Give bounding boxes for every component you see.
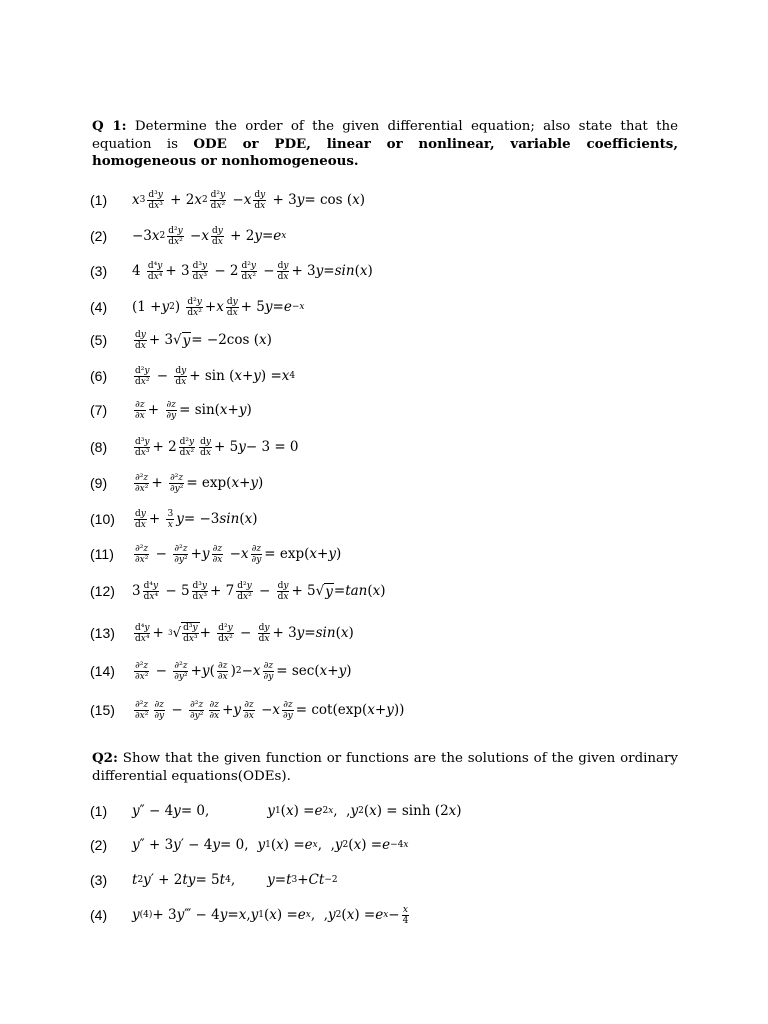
item-number: (4): [90, 907, 108, 923]
item-number: (6): [90, 368, 108, 384]
q1-item-10: [90, 505, 690, 533]
equation: t 2 y ′ + 2 ty = 5 t 4 , y = t 3 + Ct −2: [132, 872, 338, 888]
equation: $\frac{\text{d²y}}{\text{dx²}}$ − $\frac{dy}{dx}$ + sin ( x + y ) = x 4: [135, 365, 296, 387]
q1-item-4: [90, 293, 690, 321]
equation: $\frac{\text{∂²z}}{\text{∂x²}}$ − $\frac{\text{∂²z}}{\text{∂y²}}$ + y ( $\frac{\partial z}{\partial x}$ ) 2 − x $\frac{\partial z}{\partial y}$ = sec( x + y ): [135, 660, 352, 682]
item-number: (1): [90, 803, 108, 819]
item-number: (1): [90, 192, 108, 208]
q1-instructions: Determine the order of the given differential equation; also state that the equation is: [92, 119, 678, 152]
q1-item-6: [90, 362, 690, 390]
item-number: (14): [90, 663, 115, 679]
q1-item-11: [90, 540, 690, 568]
q1-item-14: [90, 657, 690, 685]
q1-item-7: [90, 396, 690, 424]
equation: 4 $\frac{\text{d⁴y}}{\text{dx⁴}}$ + 3 $\frac{\text{d³y}}{\text{dx³}}$ − 2 $\frac{\text{d²y}}{\text{dx²}}$ − $\frac{dy}{dx}$ + 3 y = sin ( x ): [132, 260, 373, 282]
item-number: (12): [90, 583, 115, 599]
item-number: (5): [90, 332, 108, 348]
equation: y ″ + 3 y ′ − 4 y = 0, y 1 ( x ) = e x , , y 2 ( x ) = e −4x: [132, 837, 409, 853]
item-number: (7): [90, 402, 108, 418]
q2-item-3: [90, 866, 690, 894]
equation: $\frac{\text{d³y}}{\text{dx³}}$ + 2 $\frac{\text{d²y}}{\text{dx²}}$ $\frac{dy}{dx}$ + 5 y − 3 = 0: [135, 436, 299, 458]
q2-item-1: [90, 797, 690, 825]
item-number: (2): [90, 228, 108, 244]
item-number: (11): [90, 546, 114, 562]
equation: x 3 $\frac{\text{d³y}}{\text{dx³}}$ + 2 x 2 $\frac{\text{d²y}}{\text{dx²}}$ − x $\frac{dy}{dx}$ + 3 y = cos ( x ): [132, 189, 366, 211]
equation: $\frac{dy}{dx}$ + $\frac{3}{x}$ y = −3 sin ( x ): [135, 508, 258, 530]
q1-item-15: [90, 696, 690, 724]
equation: $\frac{\text{∂²z}}{\text{∂x²}}$ $\frac{\partial z}{\partial y}$ − $\frac{\text{∂²z}}{\text{∂y²}}$ $\frac{\partial z}{\partial x}$ + y $\frac{\partial z}{\partial x}$ − x $\frac{\partial z}{\partial y}$ = cot(exp( x + y )): [135, 699, 405, 721]
equation: (1 + y 2 ) $\frac{\text{d²y}}{\text{dx²}}$ + x $\frac{dy}{dx}$ + 5 y = e −x: [132, 296, 305, 318]
equation: $\frac{\text{∂²z}}{\text{∂x²}}$ − $\frac{\text{∂²z}}{\text{∂y²}}$ + y $\frac{\partial z}{\partial x}$ − x $\frac{\partial z}{\partial y}$ = exp( x + y ): [135, 543, 342, 565]
equation: 3 $\frac{\text{d⁴y}}{\text{dx⁴}}$ − 5 $\frac{\text{d³y}}{\text{dx³}}$ + 7 $\frac{\text{d²y}}{\text{dx²}}$ − $\frac{dy}{dx}$ + 5√ y = tan ( x ): [132, 580, 386, 602]
item-number: (3): [90, 263, 108, 279]
q2-heading: [92, 750, 678, 785]
item-number: (3): [90, 872, 108, 888]
q1-item-2: [90, 222, 690, 250]
item-number: (13): [90, 625, 115, 641]
q1-item-13: [90, 619, 690, 647]
item-number: (9): [90, 475, 108, 491]
q2-item-2: [90, 831, 690, 859]
q1-item-3: [90, 257, 690, 285]
q2-item-4: [90, 901, 690, 929]
q1-classification-criteria: ODE or PDE, linear or nonlinear, variable coefficients, homogeneous or nonhomogeneous.: [92, 135, 679, 169]
q1-item-12: [90, 577, 690, 605]
item-number: (2): [90, 837, 108, 853]
equation: $\frac{\partial z}{\partial x}$ + $\frac{\partial z}{\partial y}$ = sin( x + y ): [135, 399, 252, 421]
equation: y (4) + 3 y ‴ − 4 y = x , y 1 ( x ) = e x , , y 2 ( x ) = e x − $\frac{x}{4}$: [132, 904, 409, 926]
q1-heading: [92, 118, 678, 171]
equation: −3 x 2 $\frac{\text{d²y}}{\text{dx²}}$ − x $\frac{dy}{dx}$ + 2 y = e x: [132, 225, 287, 247]
equation: y ″ − 4 y = 0, y 1 ( x ) = e 2x , , y 2 ( x ) = sinh (2 x ): [132, 803, 462, 819]
item-number: (8): [90, 439, 108, 455]
item-number: (10): [90, 511, 115, 527]
q1-label: Q 1:: [92, 118, 127, 134]
item-number: (15): [90, 702, 115, 718]
q1-item-1: [90, 186, 690, 214]
q2-instructions: Show that the given function or functions are the solutions of the given ordinary differential equations(ODEs).: [92, 751, 678, 784]
q1-item-9: [90, 469, 690, 497]
equation: $\frac{\text{d⁴y}}{\text{dx⁴}}$ + 3 √ $\frac{\text{d³y}}{\text{dx³}}$ + $\frac{\text{d²y}}{\text{dx²}}$ − $\frac{dy}{dx}$ + 3 y = sin ( x ): [135, 622, 354, 644]
q2-label: Q2:: [92, 750, 118, 766]
q1-item-8: [90, 433, 690, 461]
item-number: (4): [90, 299, 108, 315]
q1-item-5: [90, 326, 690, 354]
equation: $\frac{dy}{dx}$ + 3√ y = −2cos ( x ): [135, 329, 272, 351]
equation: $\frac{\text{∂²z}}{\text{∂x²}}$ + $\frac{\text{∂²z}}{\text{∂y²}}$ = exp( x + y ): [135, 472, 264, 494]
